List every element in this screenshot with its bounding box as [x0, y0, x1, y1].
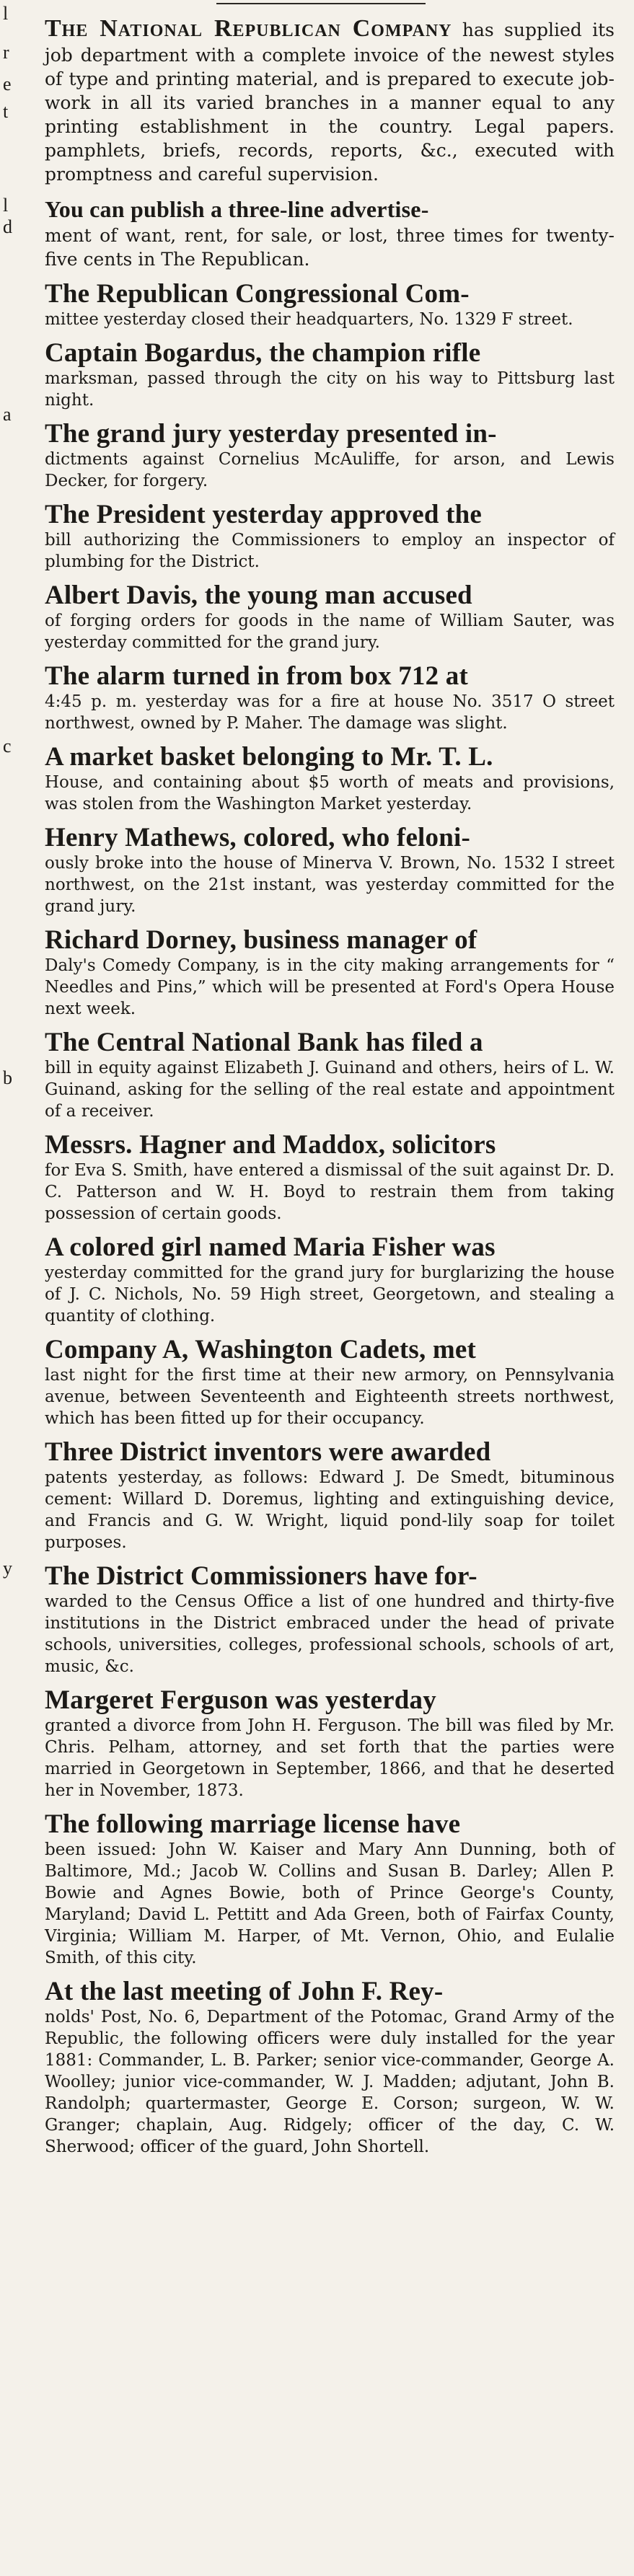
- item-body: ment of want, rent, for sale, or lost, three times for twenty-five cents in The Republican.: [45, 225, 615, 270]
- news-item: [45, 339, 615, 411]
- item-lead: The District Commissioners have for-: [45, 1561, 477, 1591]
- item-body: bill in equity against Elizabeth J. Guinand and others, heirs of L. W. Guinand, asking for the selling of the real estate and appointment of a receiver.: [45, 1059, 615, 1121]
- item-lead: The Republican Congressional Com-: [45, 279, 470, 309]
- news-item: [45, 1977, 615, 2158]
- item-body: has supplied its job department with a complete invoice of the newest styles of type and printing material, and is prepared to execute job-work in all its varied branches in a manner equal to any printing establishment in the country. Legal papers. pamphlets, briefs, records, reports, &c., executed with promptness and careful supervision.: [45, 19, 615, 185]
- left-margin-fragments: [0, 0, 22, 2576]
- item-lead: The National Republican Company: [45, 15, 452, 42]
- margin-letter: b: [3, 1067, 12, 1088]
- item-body: 4:45 p. m. yesterday was for a fire at house No. 3517 O street northwest, owned by P. Maher. The damage was slight.: [45, 692, 615, 733]
- margin-letter: t: [3, 101, 9, 122]
- margin-letter: c: [3, 736, 12, 757]
- item-lead: At the last meeting of John F. Rey-: [45, 1977, 444, 2006]
- news-item: [45, 1131, 615, 1225]
- item-body: House, and containing about $5 worth of meats and provisions, was stolen from the Washington Market yesterday.: [45, 773, 615, 813]
- news-item: [45, 1562, 615, 1677]
- top-rule: [216, 3, 426, 4]
- item-body: marksman, passed through the city on his way to Pittsburg last night.: [45, 369, 615, 410]
- margin-letter: l: [3, 3, 9, 24]
- news-column: [45, 14, 615, 2166]
- item-lead: A market basket belonging to Mr. T. L.: [45, 742, 493, 772]
- item-lead: The alarm turned in from box 712 at: [45, 661, 469, 691]
- news-item: [45, 1686, 615, 1801]
- item-lead: You can publish a three-line advertise-: [45, 196, 429, 222]
- item-body: of forging orders for goods in the name of William Sauter, was yesterday committed for the grand jury.: [45, 612, 615, 652]
- news-item: [45, 926, 615, 1020]
- item-body: warded to the Census Office a list of one hundred and thirty-five institutions in the District embraced under the head of private schools, universities, colleges, professional schools, schools of art, music, &c.: [45, 1592, 615, 1676]
- item-body: last night for the first time at their new armory, on Pennsylvania avenue, between Seventeenth and Eighteenth streets northwest, which has been fitted up for their occupancy.: [45, 1366, 615, 1428]
- margin-letter: l: [3, 195, 9, 216]
- news-item: [45, 1336, 615, 1429]
- item-lead: The grand jury yesterday presented in-: [45, 419, 497, 449]
- item-body: nolds' Post, No. 6, Department of the Potomac, Grand Army of the Republic, the following officers were duly installed for the year 1881: Commander, L. B. Parker; senior vice-commander, George A. Woolley; junior vice-commander, W. J. Madden; adjutant, John B. Randolph; quartermaster, George E. Corson; surgeon, W. W. Granger; chaplain, Aug. Ridgely; officer of the day, C. W. Sherwood; officer of the guard, John Shortell.: [45, 2008, 615, 2156]
- item-body: ously broke into the house of Minerva V. Brown, No. 1532 I street northwest, on the 21st instant, was yesterday committed for the grand jury.: [45, 854, 615, 916]
- item-body: bill authorizing the Commissioners to employ an inspector of plumbing for the District.: [45, 531, 615, 571]
- item-body: dictments against Cornelius McAuliffe, for arson, and Lewis Decker, for forgery.: [45, 450, 615, 490]
- item-body: Daly's Comedy Company, is in the city making arrangements for “ Needles and Pins,” which will be presented at Ford's Opera House next week.: [45, 956, 615, 1018]
- item-body: for Eva S. Smith, have entered a dismissal of the suit against Dr. D. C. Patterson and W. H. Boyd to restrain them from taking possession of certain goods.: [45, 1161, 615, 1223]
- margin-letter: a: [3, 404, 12, 425]
- item-lead: Henry Mathews, colored, who feloni-: [45, 823, 471, 852]
- news-item: [45, 1438, 615, 1553]
- margin-letter: e: [3, 74, 12, 94]
- news-item: [45, 1028, 615, 1122]
- news-item: [45, 1233, 615, 1327]
- margin-letter: d: [3, 216, 12, 237]
- margin-letter: y: [3, 1558, 12, 1579]
- item-lead: Richard Dorney, business manager of: [45, 925, 477, 955]
- item-body: yesterday committed for the grand jury for burglarizing the house of J. C. Nichols, No. 59 High street, Georgetown, and stealing a quantity of clothing.: [45, 1263, 615, 1326]
- item-lead: Three District inventors were awarded: [45, 1437, 491, 1467]
- margin-letter: r: [3, 42, 9, 63]
- news-item: [45, 420, 615, 492]
- news-item: [45, 743, 615, 815]
- item-body: granted a divorce from John H. Ferguson. The bill was filed by Mr. Chris. Pelham, attorney, and set forth that the parties were married in Georgetown in September, 1866, and that he deserted her in November, 1873.: [45, 1716, 615, 1800]
- item-lead: Company A, Washington Cadets, met: [45, 1335, 477, 1364]
- item-lead: The Central National Bank has filed a: [45, 1028, 483, 1057]
- item-lead: Albert Davis, the young man accused: [45, 581, 472, 610]
- news-item: [45, 662, 615, 734]
- item-lead: The following marriage license have: [45, 1809, 461, 1839]
- item-lead: Margeret Ferguson was yesterday: [45, 1685, 436, 1715]
- news-item: [45, 1810, 615, 1969]
- news-item: [45, 581, 615, 653]
- item-body: been issued: John W. Kaiser and Mary Ann Dunning, both of Baltimore, Md.; Jacob W. Collins and Susan B. Darley; Allen P. Bowie and Agnes Bowie, both of Prince George's County, Maryland; David L. Pettitt and Ada Green, both of Fairfax County, Virginia; William M. Harper, of Mt. Vernon, Ohio, and Eulalie Smith, of this city.: [45, 1840, 615, 1967]
- news-item: [45, 195, 615, 271]
- item-lead: The President yesterday approved the: [45, 500, 483, 529]
- item-body: patents yesterday, as follows: Edward J. De Smedt, bituminous cement: Willard D. Doremus, lighting and extinguishing device, and Francis and G. W. Wright, liquid pond-lily soap for toilet purposes.: [45, 1468, 615, 1552]
- news-item: [45, 14, 615, 186]
- item-body: mittee yesterday closed their headquarters, No. 1329 F street.: [45, 310, 573, 329]
- news-item: [45, 500, 615, 573]
- item-lead: A colored girl named Maria Fisher was: [45, 1232, 496, 1262]
- item-lead: Captain Bogardus, the champion rifle: [45, 338, 481, 368]
- item-lead: Messrs. Hagner and Maddox, solicitors: [45, 1130, 496, 1160]
- news-item: [45, 280, 615, 330]
- news-item: [45, 824, 615, 917]
